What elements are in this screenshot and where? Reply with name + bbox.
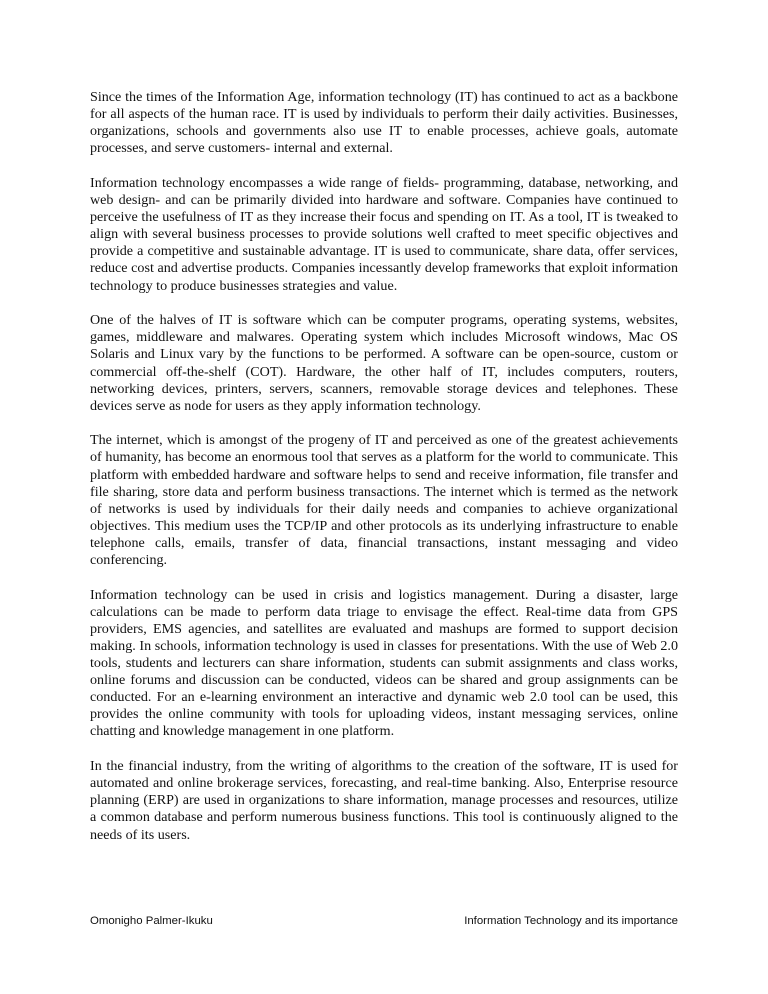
paragraph-financial: In the financial industry, from the writing of algorithms to the creation of the software, IT is used for automated and online brokerage services, forecasting, and real-time banking. Also, Enterprise resource planning (ERP) are used in organizations to share information, manage processes and resources, utilize a common database and perform numerous business functions. This tool is continuously aligned to the needs of its users.	[90, 758, 678, 843]
paragraph-internet: The internet, which is amongst of the progeny of IT and perceived as one of the greatest achievements of humanity, has become an enormous tool that serves as a platform for the world to communicate. This platform with embedded hardware and software helps to send and receive information, file transfer and file sharing, store data and perform business transactions. The internet which is termed as the network of networks is used by individuals for their daily needs and companies to achieve organizational objectives. This medium uses the TCP/IP and other protocols as its underlying infrastructure to enable telephone calls, emails, transfer of data, financial transactions, instant messaging and video conferencing.	[90, 432, 678, 569]
footer-title: Information Technology and its importance	[464, 915, 678, 927]
paragraph-software-hardware: One of the halves of IT is software which can be computer programs, operating systems, websites, games, middleware and malwares. Operating system which includes Microsoft windows, Mac OS Solaris and Linux vary by the functions to be performed. A software can be open-source, custom or commercial off-the-shelf (COT). Hardware, the other half of IT, includes computers, routers, networking devices, printers, servers, scanners, removable storage devices and telephones. These devices serve as node for users as they apply information technology.	[90, 312, 678, 414]
document-body	[90, 89, 678, 861]
page-footer	[90, 915, 678, 927]
paragraph-it-fields: Information technology encompasses a wide range of fields- programming, database, networking, and web design- and can be primarily divided into hardware and software. Companies have continued to perceive the usefulness of IT as they increase their focus and spending on IT. As a tool, IT is tweaked to align with several business processes to provide solutions well crafted to meet specific objectives and provide a competitive and sustainable advantage. IT is used to communicate, share data, offer services, reduce cost and advertise products. Companies incessantly develop frameworks that exploit information technology to produce businesses strategies and value.	[90, 174, 678, 294]
paragraph-intro: Since the times of the Information Age, information technology (IT) has continued to act as a backbone for all aspects of the human race. IT is used by individuals to perform their daily activities. Businesses, organizations, schools and governments also use IT to enable processes, achieve goals, automate processes, and serve customers- internal and external.	[90, 89, 678, 157]
paragraph-crisis-education: Information technology can be used in crisis and logistics management. During a disaster, large calculations can be made to perform data triage to envisage the effect. Real-time data from GPS providers, EMS agencies, and satellites are evaluated and mashups are formed to support decision making. In schools, information technology is used in classes for presentations. With the use of Web 2.0 tools, students and lecturers can share information, students can submit assignments and class works, online forums and discussion can be conducted, videos can be shared and group assignments can be conducted. For an e-learning environment an interactive and dynamic web 2.0 tool can be used, this provides the online community with tools for uploading videos, instant messaging services, online chatting and knowledge management in one platform.	[90, 586, 678, 740]
footer-author: Omonigho Palmer-Ikuku	[90, 915, 213, 927]
